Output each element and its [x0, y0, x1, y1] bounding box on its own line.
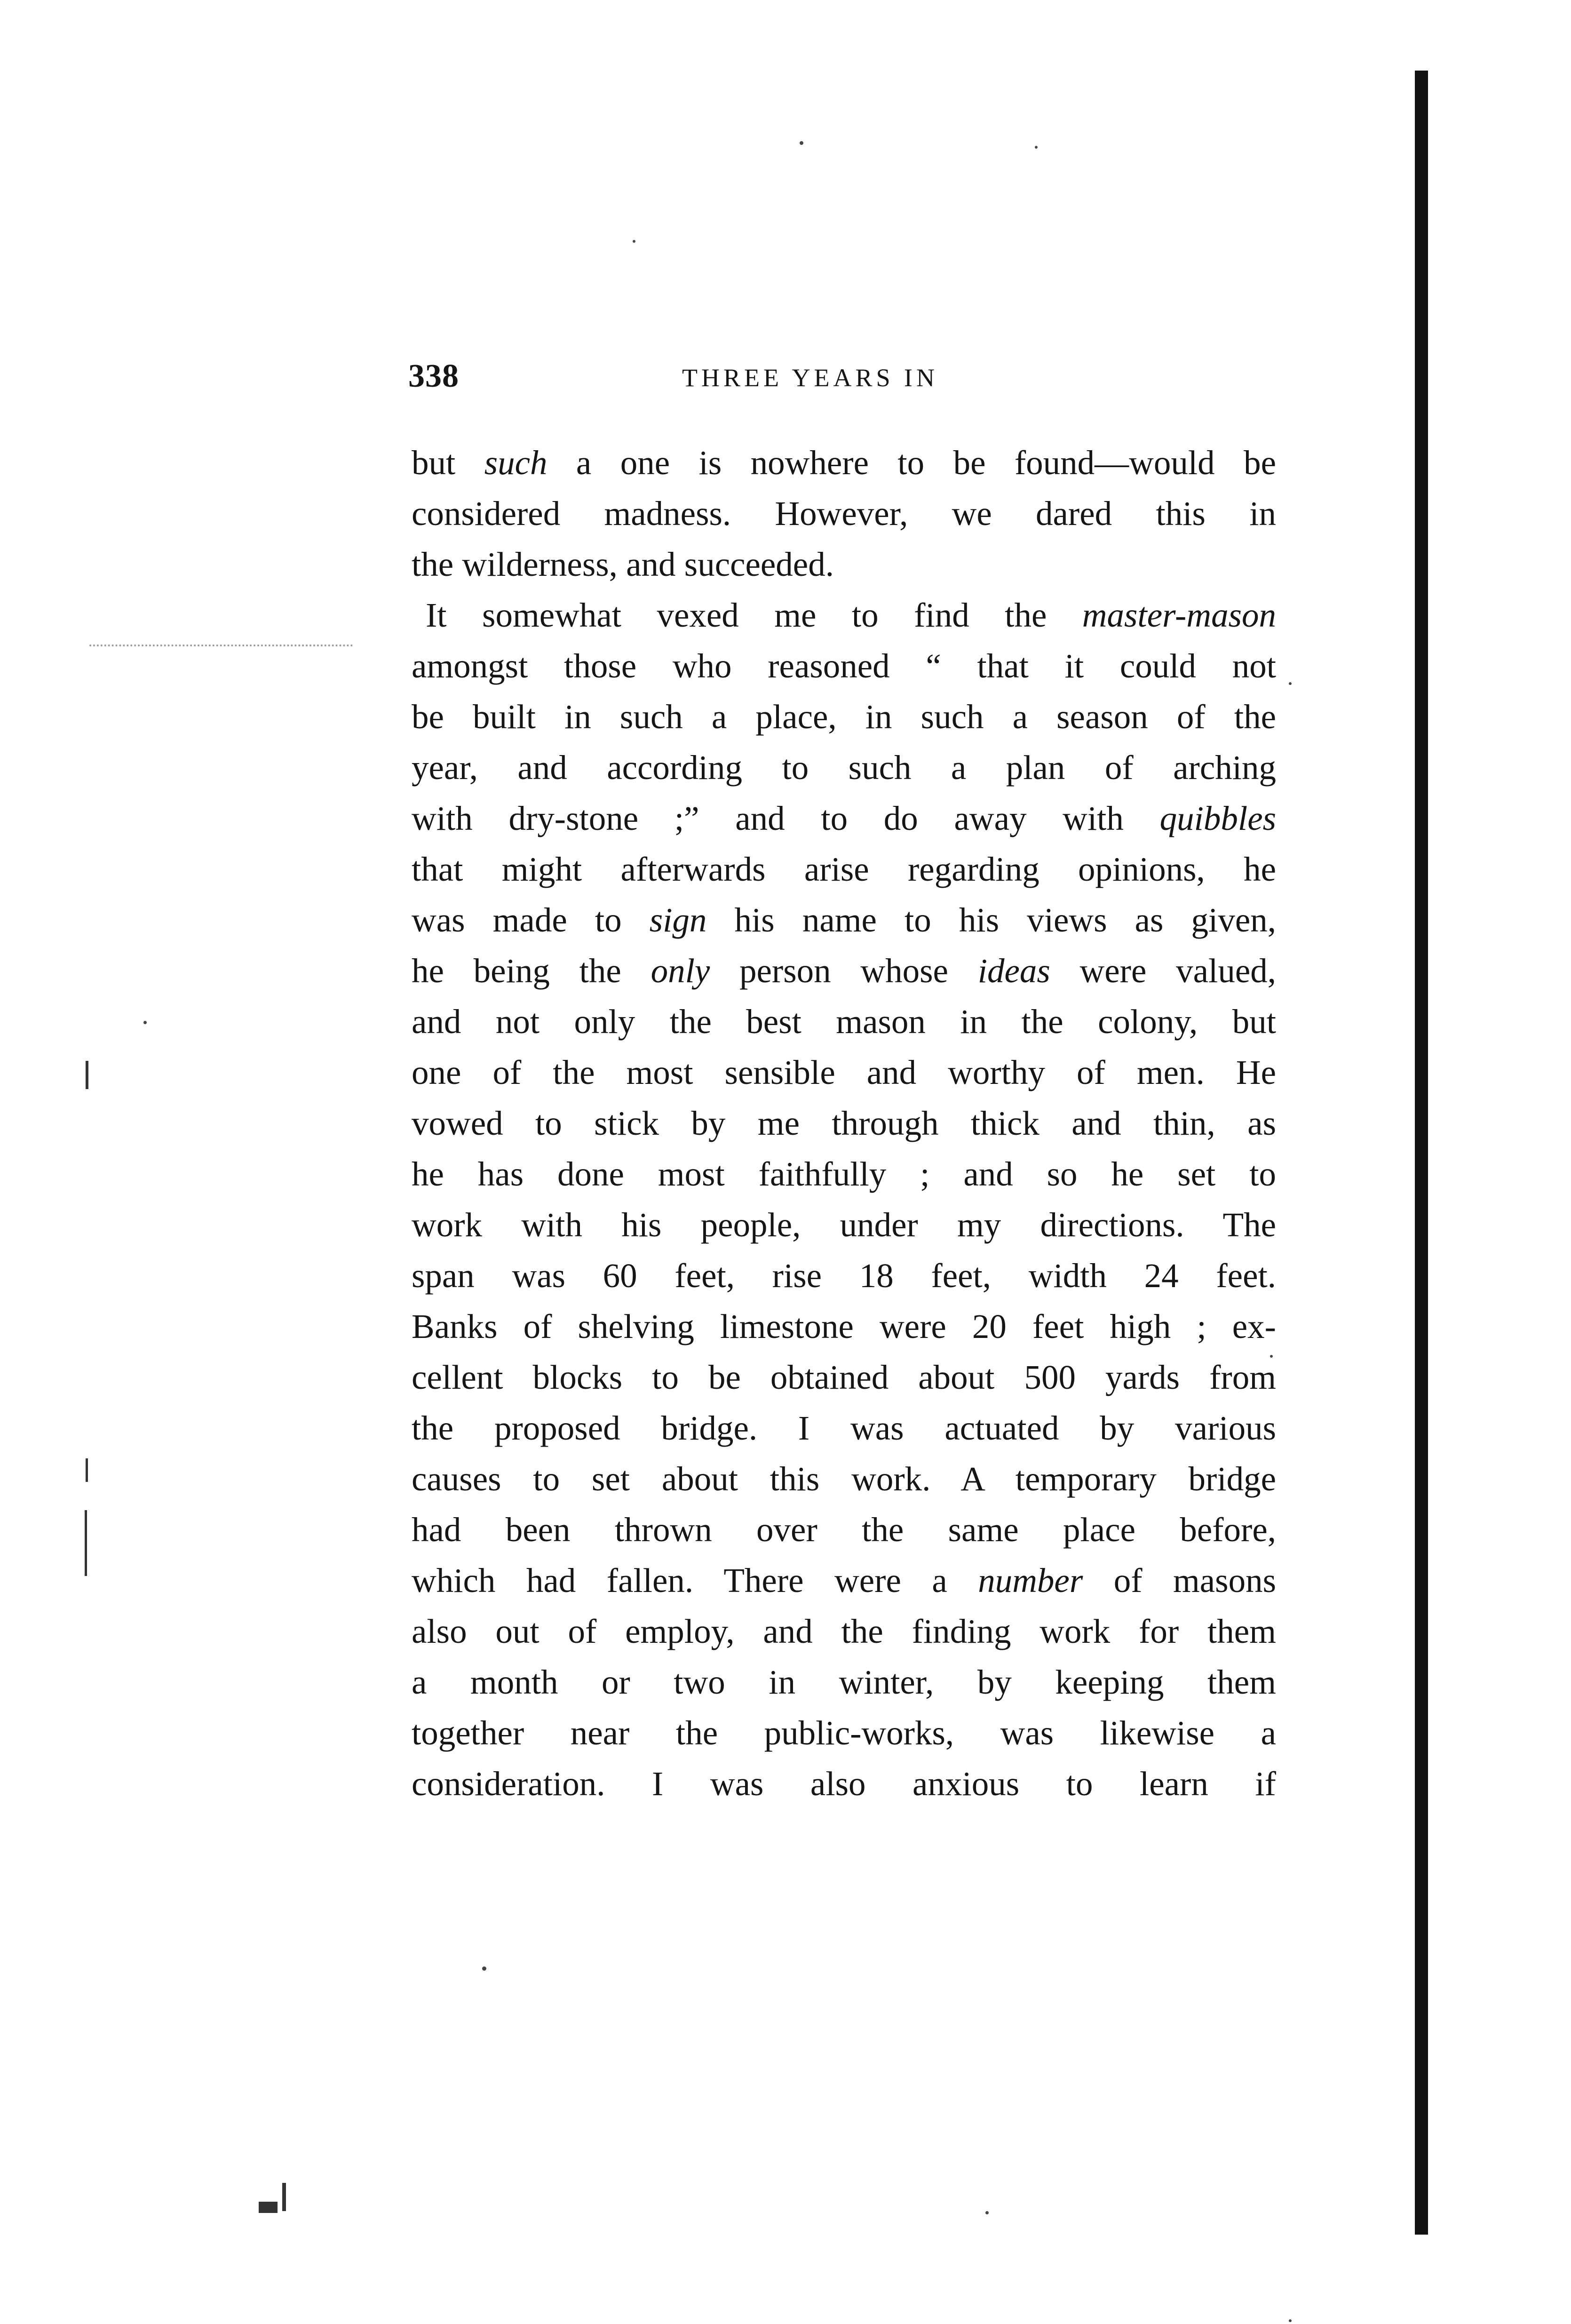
text-run: with dry-stone ;” and to do away with: [412, 799, 1160, 837]
text-run: also out of employ, and the finding work for them: [412, 1612, 1276, 1650]
text-line: [412, 539, 1276, 590]
text-line: [412, 844, 1276, 895]
text-run: one of the most sensible and worthy of men. He: [412, 1053, 1276, 1091]
text-line: [412, 1403, 1276, 1454]
text-line: [412, 1149, 1276, 1200]
text-line: [412, 895, 1276, 946]
text-run: a month or two in winter, by keeping them: [412, 1663, 1276, 1701]
text-run: a one is nowhere to be found—would be: [547, 444, 1276, 482]
text-run: which had fallen. There were a: [412, 1561, 978, 1600]
body-text: [412, 438, 1276, 1809]
text-line: [412, 488, 1276, 539]
text-line: [412, 1352, 1276, 1403]
text-line: [412, 1708, 1276, 1759]
text-line: [412, 946, 1276, 996]
text-run: together near the public-works, was likewise a: [412, 1714, 1276, 1752]
scan-speck: [1289, 2319, 1292, 2322]
running-head: THREE YEARS IN: [682, 364, 938, 392]
text-line: [412, 1200, 1276, 1250]
text-run: It somewhat vexed me to find the: [426, 596, 1082, 634]
text-line: [412, 1555, 1276, 1606]
text-run: but: [412, 444, 484, 482]
italic-text: number: [978, 1561, 1083, 1600]
text-run: Banks of shelving limestone were 20 feet high ; ex-: [412, 1307, 1276, 1345]
text-line: [412, 590, 1276, 641]
scan-speck: [985, 2211, 989, 2214]
scan-speck: [1289, 682, 1292, 685]
text-line: [412, 692, 1276, 742]
text-run: of masons: [1083, 1561, 1276, 1600]
scan-speck: [1270, 1355, 1273, 1358]
text-line: [412, 1504, 1276, 1555]
text-line: [412, 742, 1276, 793]
page-edge-shadow: [1415, 71, 1428, 2235]
text-run: vowed to stick by me through thick and thin, as: [412, 1104, 1276, 1142]
text-run: that might afterwards arise regarding opinions, he: [412, 850, 1276, 888]
text-line: [412, 1250, 1276, 1301]
text-line: [412, 1759, 1276, 1809]
text-run: the wilderness, and succeeded.: [412, 545, 834, 583]
scan-speck: [1035, 146, 1038, 149]
italic-text: sign: [649, 901, 707, 939]
margin-mark: [85, 1510, 87, 1576]
margin-mark: [86, 1458, 88, 1482]
text-run: his name to his views as given,: [706, 901, 1276, 939]
text-run: be built in such a place, in such a season of the: [412, 698, 1276, 736]
text-run: year, and according to such a plan of arching: [412, 748, 1276, 787]
margin-mark: [282, 2183, 286, 2211]
text-run: consideration. I was also anxious to learn if: [412, 1765, 1276, 1803]
scan-speck: [800, 141, 803, 145]
text-line: [412, 1301, 1276, 1352]
scan-speck: [482, 1966, 486, 1971]
text-run: considered madness. However, we dared this in: [412, 494, 1276, 533]
page-header: [405, 358, 1279, 409]
text-line: [412, 641, 1276, 692]
scan-speck: [143, 1021, 147, 1024]
text-run: person whose: [710, 952, 978, 990]
dotted-mark: [89, 645, 353, 649]
italic-text: master-mason: [1082, 596, 1276, 634]
scan-speck: [633, 240, 635, 243]
text-run: he has done most faithfully ; and so he set to: [412, 1155, 1276, 1193]
text-run: was made to: [412, 901, 650, 939]
text-line: [412, 1098, 1276, 1149]
page-number: 338: [408, 358, 459, 394]
text-line: [412, 996, 1276, 1047]
text-run: were valued,: [1050, 952, 1276, 990]
text-line: [412, 1454, 1276, 1504]
text-run: had been thrown over the same place before,: [412, 1511, 1276, 1549]
text-run: causes to set about this work. A temporary bridge: [412, 1460, 1276, 1498]
text-line: [412, 1047, 1276, 1098]
text-run: the proposed bridge. I was actuated by various: [412, 1409, 1276, 1447]
text-line: [412, 1657, 1276, 1708]
margin-mark: [259, 2202, 278, 2213]
text-run: amongst those who reasoned “ that it could not: [412, 647, 1276, 685]
text-run: work with his people, under my directions. The: [412, 1206, 1276, 1244]
text-run: cellent blocks to be obtained about 500 yards from: [412, 1358, 1276, 1396]
text-run: he being the: [412, 952, 651, 990]
text-line: [412, 793, 1276, 844]
text-run: span was 60 feet, rise 18 feet, width 24 feet.: [412, 1257, 1276, 1295]
margin-mark: [86, 1061, 88, 1089]
text-run: and not only the best mason in the colony, but: [412, 1003, 1276, 1041]
italic-text: ideas: [977, 952, 1050, 990]
text-line: [412, 438, 1276, 488]
italic-text: such: [484, 444, 547, 482]
italic-text: quibbles: [1159, 799, 1276, 837]
text-line: [412, 1606, 1276, 1657]
italic-text: only: [651, 952, 710, 990]
